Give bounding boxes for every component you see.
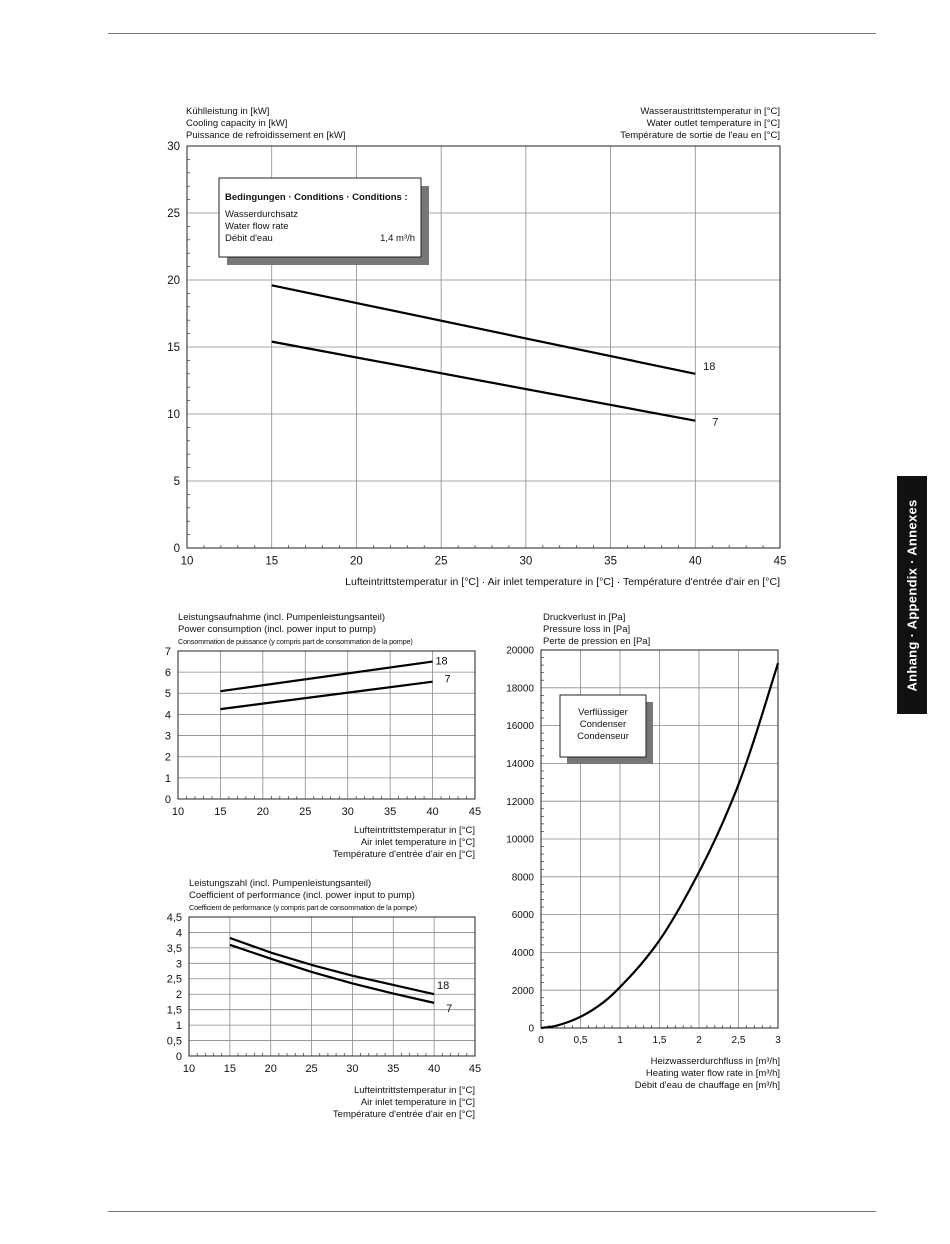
condenser-box-line: Condenseur <box>577 731 629 742</box>
x-tick-label: 35 <box>387 1063 400 1075</box>
y-axis-label: Leistungsaufnahme (incl. Pumpenleistungsanteil) <box>178 612 386 623</box>
y-axis-label: Coefficient of performance (incl. power input to pump) <box>189 890 415 901</box>
x-tick-label: 10 <box>171 806 185 818</box>
y-tick-label: 6 <box>164 667 171 680</box>
series-label-18: 18 <box>703 360 716 373</box>
y-tick-label: 5 <box>173 476 180 489</box>
y-axis-label: Cooling capacity in [kW] <box>186 118 288 129</box>
series-label-18: 18 <box>435 655 448 668</box>
chart-cop <box>167 878 481 1120</box>
x-tick-label: 3 <box>775 1035 781 1046</box>
conditions-box-line: Water flow rate <box>225 221 289 232</box>
series-label-7: 7 <box>712 416 719 429</box>
x-tick-label: 40 <box>688 555 702 568</box>
x-tick-label: 2 <box>696 1035 702 1046</box>
chart-power <box>165 612 481 860</box>
y-tick-label: 20000 <box>506 645 534 657</box>
x-tick-label: 25 <box>299 806 312 818</box>
x-tick-label: 20 <box>350 555 363 568</box>
x-tick-label: 40 <box>426 806 439 818</box>
y-tick-label: 0,5 <box>166 1035 182 1048</box>
x-axis-label: Heizwasserdurchfluss in [m³/h] <box>650 1056 780 1067</box>
y-axis-label: Perte de pression en [Pa] <box>543 636 651 647</box>
y-tick-label: 1,5 <box>166 1004 182 1017</box>
x-tick-label: 1 <box>617 1035 623 1046</box>
y2-axis-label: Température de sortie de l'eau en [°C] <box>620 130 780 141</box>
y-tick-label: 0 <box>175 1050 182 1063</box>
conditions-box-title: Bedingungen · Conditions · Conditions : <box>225 192 408 203</box>
x-tick-label: 25 <box>434 555 448 568</box>
y-tick-label: 8000 <box>511 872 534 884</box>
y-axis-label: Druckverlust in [Pa] <box>543 612 626 623</box>
y-tick-label: 7 <box>164 645 171 658</box>
x-tick-label: 20 <box>256 806 269 818</box>
y-tick-label: 10000 <box>506 834 534 846</box>
y-tick-label: 30 <box>167 141 180 154</box>
y-tick-label: 4,5 <box>166 911 182 924</box>
conditions-box-line: Wasserdurchsatz <box>225 209 299 220</box>
x-tick-label: 0 <box>538 1035 544 1046</box>
x-tick-label: 10 <box>180 555 194 568</box>
y-tick-label: 12000 <box>506 796 534 808</box>
y-tick-label: 3,5 <box>166 942 182 955</box>
section-tab-label: Anhang · Appendix · Annexes <box>904 498 920 692</box>
x-tick-label: 45 <box>773 555 787 568</box>
series-label-7: 7 <box>446 1002 453 1015</box>
series-line-7 <box>272 342 696 421</box>
y-tick-label: 3 <box>164 730 171 743</box>
y-tick-label: 4 <box>175 927 182 940</box>
conditions-box-value: 1,4 m³/h <box>380 233 415 244</box>
y2-axis-label: Wasseraustrittstemperatur in [°C] <box>640 106 780 117</box>
y-tick-label: 10 <box>167 409 180 422</box>
y-axis-label: Kühlleistung in [kW] <box>186 106 270 117</box>
x-tick-label: 20 <box>264 1063 277 1075</box>
x-tick-label: 35 <box>604 555 617 568</box>
x-tick-label: 2,5 <box>731 1035 746 1046</box>
condenser-box-line: Verflüssiger <box>578 707 628 718</box>
y-axis-label: Consommation de puissance (y compris part de consommation de la pompe) <box>178 637 413 646</box>
x-tick-label: 40 <box>428 1063 441 1075</box>
y-tick-label: 16000 <box>506 721 534 733</box>
y-tick-label: 2 <box>175 989 182 1002</box>
condenser-box-line: Condenser <box>579 719 627 730</box>
y-axis-label: Pressure loss in [Pa] <box>543 624 631 635</box>
y-axis-label: Puissance de refroidissement en [kW] <box>186 130 346 141</box>
x-axis-label: Température d'entrée d'air en [°C] <box>332 849 475 860</box>
y-axis-label: Power consumption (incl. power input to pump) <box>178 624 377 635</box>
y-tick-label: 4 <box>164 709 171 722</box>
x-axis-label: Lufteintrittstemperatur in [°C] <box>353 1085 475 1096</box>
x-axis-label: Heating water flow rate in [m³/h] <box>645 1068 780 1079</box>
x-tick-label: 15 <box>223 1063 236 1075</box>
y-tick-label: 2 <box>164 751 171 764</box>
y-tick-label: 1 <box>175 1020 182 1033</box>
y-tick-label: 15 <box>167 342 180 355</box>
x-tick-label: 30 <box>346 1063 359 1075</box>
x-tick-label: 25 <box>305 1063 318 1075</box>
series-line-18 <box>272 285 696 373</box>
x-tick-label: 1,5 <box>652 1035 667 1046</box>
y-axis-label: Coefficient de performance (y compris part de consommation de la pompe) <box>189 903 417 912</box>
y-tick-label: 0 <box>173 543 180 556</box>
y-tick-label: 1 <box>164 772 171 785</box>
plot-frame <box>178 651 475 799</box>
y-tick-label: 3 <box>175 958 182 971</box>
x-axis-label: Air inlet temperature in [°C] <box>360 837 475 848</box>
chart-pressure <box>506 612 781 1091</box>
x-tick-label: 10 <box>182 1063 196 1075</box>
series-line-18 <box>230 938 434 994</box>
y-tick-label: 25 <box>167 208 180 221</box>
chart-cooling <box>167 106 786 588</box>
y-tick-label: 2000 <box>511 985 534 997</box>
y-tick-label: 5 <box>164 688 171 701</box>
y2-axis-label: Water outlet temperature in [°C] <box>646 118 780 129</box>
y-tick-label: 0 <box>164 793 171 806</box>
x-axis-label: Lufteintrittstemperatur in [°C] <box>353 825 475 836</box>
x-tick-label: 30 <box>519 555 533 568</box>
y-tick-label: 4000 <box>511 948 534 959</box>
series-label-7: 7 <box>444 673 451 686</box>
x-tick-label: 30 <box>341 806 354 818</box>
x-tick-label: 15 <box>265 555 279 568</box>
x-axis-label: Débit d'eau de chauffage en [m³/h] <box>634 1080 780 1091</box>
x-axis-label: Air inlet temperature in [°C] <box>360 1097 475 1108</box>
y-axis-label: Leistungszahl (incl. Pumpenleistungsanteil) <box>189 878 372 889</box>
y-tick-label: 6000 <box>511 910 534 922</box>
x-axis-label: Lufteintrittstemperatur in [°C] · Air inlet temperature in [°C] · Température d'entrée d'air en [°C] <box>345 576 780 588</box>
x-tick-label: 35 <box>384 806 397 818</box>
y-tick-label: 0 <box>528 1023 534 1035</box>
y-tick-label: 14000 <box>506 759 534 770</box>
x-tick-label: 45 <box>468 1063 482 1075</box>
x-tick-label: 45 <box>468 806 482 818</box>
conditions-box-line: Débit d'eau <box>225 233 273 244</box>
x-tick-label: 0,5 <box>573 1035 588 1046</box>
y-tick-label: 2,5 <box>166 973 182 986</box>
x-tick-label: 15 <box>214 806 227 818</box>
y-tick-label: 20 <box>167 275 180 288</box>
y-tick-label: 18000 <box>506 683 534 695</box>
x-axis-label: Température d'entrée d'air en [°C] <box>332 1109 475 1120</box>
series-label-18: 18 <box>437 980 450 993</box>
